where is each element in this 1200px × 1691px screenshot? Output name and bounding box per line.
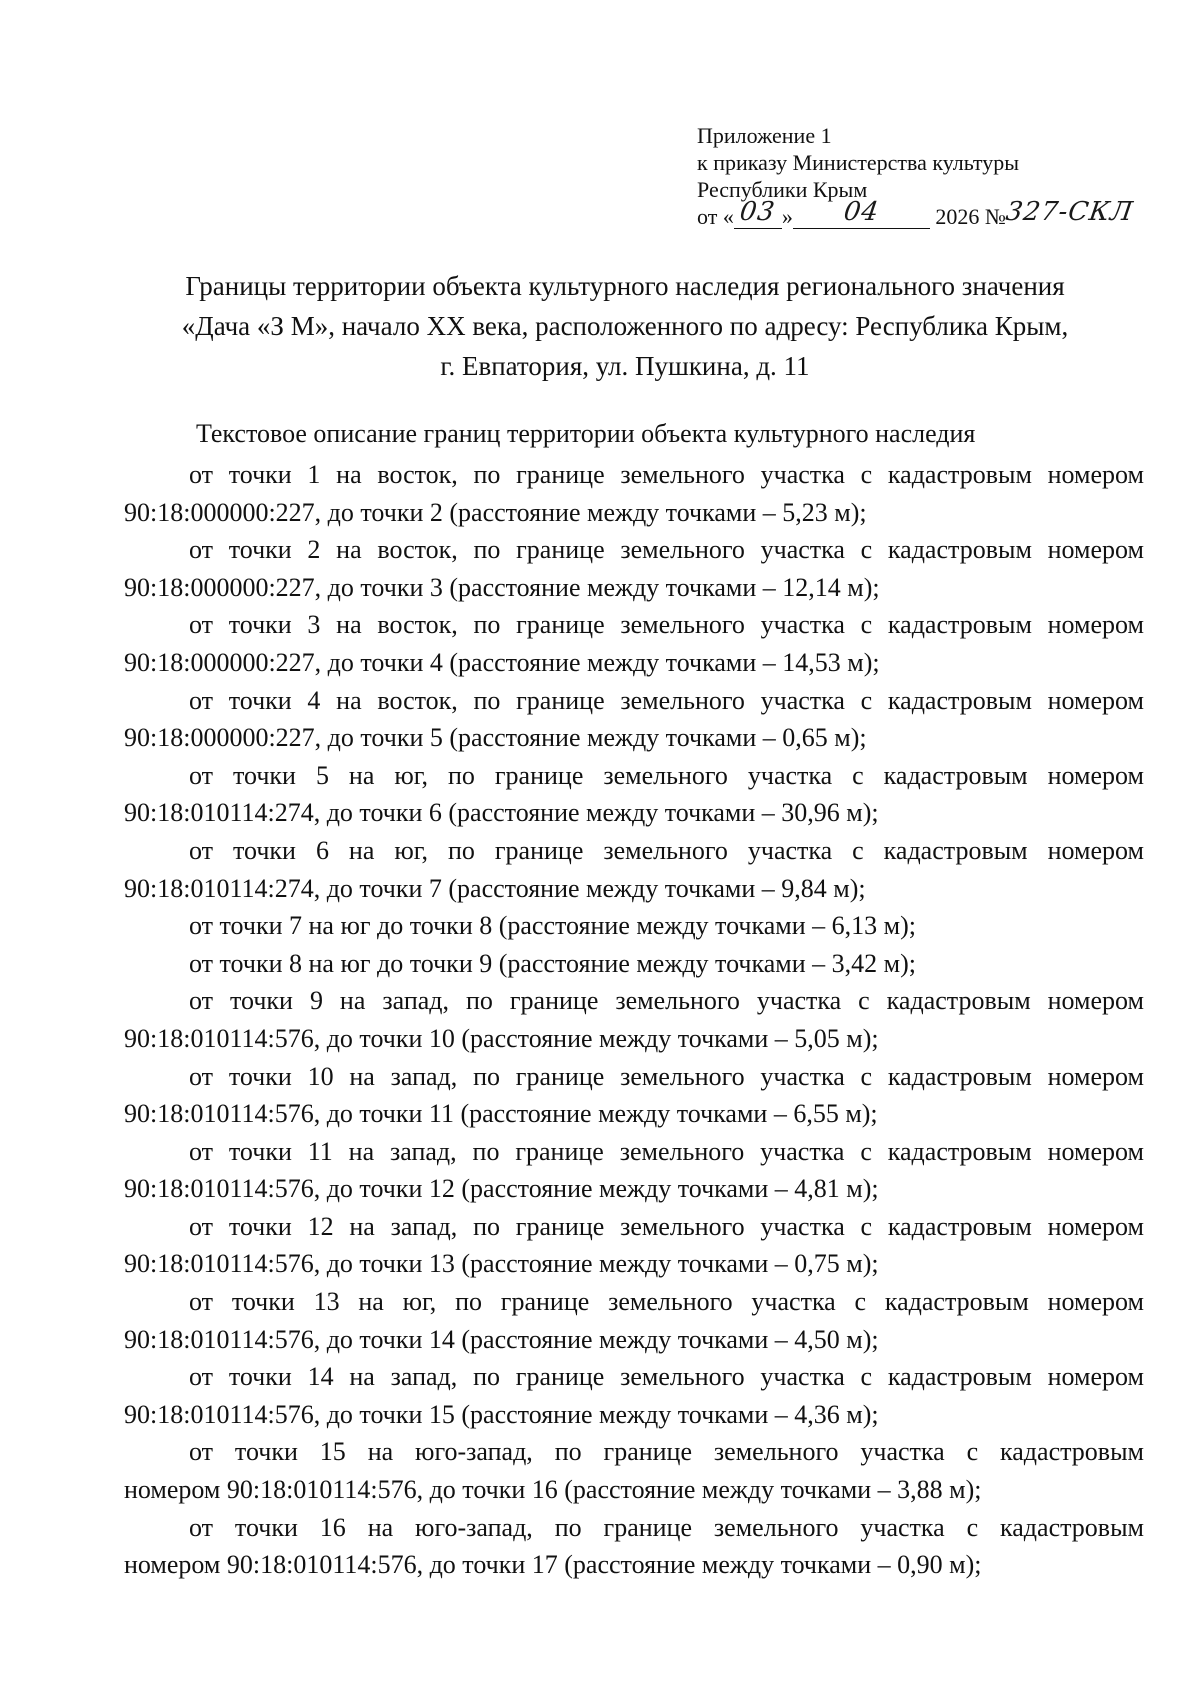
date-prefix: от «: [697, 204, 734, 229]
boundary-paragraph: [124, 1208, 1144, 1283]
paragraph-line-1: от точки 11 на запад, по границе земельного участка с кадастровым номером: [189, 1136, 1144, 1166]
order-date-line: [697, 197, 1137, 230]
boundary-paragraph: [124, 907, 1144, 945]
boundary-paragraph: [124, 531, 1144, 606]
paragraph-line-1: от точки 1 на восток, по границе земельного участка с кадастровым номером: [189, 460, 1144, 489]
paragraph-line-1: от точки 4 на восток, по границе земельного участка с кадастровым номером: [189, 685, 1144, 715]
boundary-paragraph: [124, 1133, 1144, 1208]
boundary-paragraph: [124, 1358, 1144, 1433]
republic-name: Республики Крым: [697, 177, 868, 202]
date-year-number-label: 2026 №: [935, 204, 1006, 229]
order-reference: к приказу Министерства культуры: [697, 150, 1020, 175]
appendix-label: Приложение 1: [697, 123, 832, 148]
paragraph-line-2: 90:18:000000:227, до точки 3 (расстояние между точками – 12,14 м);: [124, 572, 880, 602]
boundary-paragraph: [124, 1283, 1144, 1358]
handwritten-day: 03: [738, 197, 778, 227]
paragraph-line-1: от точки 9 на запад, по границе земельного участка с кадастровым номером: [189, 986, 1144, 1016]
date-quote-close: »: [781, 204, 793, 229]
paragraph-line-2: номером 90:18:010114:576, до точки 17 (расстояние между точками – 0,90 м);: [124, 1550, 982, 1580]
paragraph-line-2: 90:18:010114:576, до точки 12 (расстояние между точками – 4,81 м);: [124, 1174, 879, 1204]
date-month-field: [793, 197, 930, 229]
date-day-field: [734, 197, 782, 229]
paragraph-line-1: от точки 10 на запад, по границе земельного участка с кадастровым номером: [189, 1061, 1144, 1091]
paragraph-line-2: 90:18:010114:274, до точки 7 (расстояние между точками – 9,84 м);: [124, 873, 866, 903]
paragraph-line-1: от точки 12 на запад, по границе земельного участка с кадастровым номером: [189, 1211, 1144, 1241]
section-heading: Текстовое описание границ территории объекта культурного наследия: [196, 419, 976, 448]
boundary-paragraph: [124, 945, 1144, 983]
paragraph-line-1: от точки 13 на юг, по границе земельного участка с кадастровым номером: [189, 1287, 1144, 1317]
title-line-1: Границы территории объекта культурного наследия регионального значения: [185, 271, 1065, 301]
appendix-header: [697, 122, 1137, 230]
boundary-paragraph: [124, 682, 1144, 757]
paragraph-line-2: 90:18:010114:576, до точки 11 (расстояние между точками – 6,55 м);: [124, 1099, 878, 1129]
paragraph-line-2: 90:18:010114:576, до точки 14 (расстояние между точками – 4,50 м);: [124, 1324, 879, 1354]
paragraph-line-2: 90:18:000000:227, до точки 4 (расстояние между точками – 14,53 м);: [124, 647, 880, 677]
paragraph-line-2: 90:18:010114:576, до точки 15 (расстояние между точками – 4,36 м);: [124, 1399, 879, 1429]
boundary-paragraph: [124, 832, 1144, 907]
boundary-paragraph: [124, 757, 1144, 832]
paragraph-line-1: от точки 3 на восток, по границе земельного участка с кадастровым номером: [189, 610, 1144, 640]
paragraph-line-1: от точки 8 на юг до точки 9 (расстояние между точками – 3,42 м);: [189, 948, 916, 978]
paragraph-line-2: 90:18:010114:274, до точки 6 (расстояние между точками – 30,96 м);: [124, 798, 879, 828]
boundary-paragraph: [124, 606, 1144, 681]
title-line-2: «Дача «З М», начало XX века, расположенного по адресу: Республика Крым,: [181, 311, 1069, 341]
document-title: [120, 266, 1130, 386]
handwritten-month: 04: [841, 197, 881, 227]
handwritten-order-number: 327-СКЛ: [1003, 197, 1136, 227]
paragraph-line-2: 90:18:010114:576, до точки 10 (расстояние между точками – 5,05 м);: [124, 1023, 879, 1053]
title-line-3: г. Евпатория, ул. Пушкина, д. 11: [440, 351, 810, 381]
order-number-field: [1003, 197, 1136, 228]
paragraph-line-1: от точки 5 на юг, по границе земельного участка с кадастровым номером: [189, 760, 1144, 790]
paragraph-line-1: от точки 7 на юг до точки 8 (расстояние между точками – 6,13 м);: [189, 911, 916, 941]
boundary-description: [124, 456, 1144, 1584]
boundary-paragraph: [124, 1058, 1144, 1133]
paragraph-line-1: от точки 6 на юг, по границе земельного участка с кадастровым номером: [189, 835, 1144, 865]
paragraph-line-1: от точки 14 на запад, по границе земельного участка с кадастровым номером: [189, 1362, 1144, 1392]
paragraph-line-2: 90:18:000000:227, до точки 2 (расстояние между точками – 5,23 м);: [124, 497, 867, 527]
boundary-paragraph: [124, 982, 1144, 1057]
paragraph-line-2: номером 90:18:010114:576, до точки 16 (расстояние между точками – 3,88 м);: [124, 1475, 982, 1505]
paragraph-line-2: 90:18:010114:576, до точки 13 (расстояние между точками – 0,75 м);: [124, 1249, 879, 1279]
paragraph-line-1: от точки 16 на юго-запад, по границе земельного участка с кадастровым: [189, 1512, 1144, 1542]
boundary-paragraph: [124, 1509, 1144, 1584]
paragraph-line-2: 90:18:000000:227, до точки 5 (расстояние между точками – 0,65 м);: [124, 723, 867, 753]
boundary-paragraph: [124, 456, 1144, 531]
paragraph-line-1: от точки 2 на восток, по границе земельного участка с кадастровым номером: [189, 535, 1144, 565]
boundary-paragraph: [124, 1433, 1144, 1508]
paragraph-line-1: от точки 15 на юго-запад, по границе земельного участка с кадастровым: [189, 1437, 1144, 1467]
